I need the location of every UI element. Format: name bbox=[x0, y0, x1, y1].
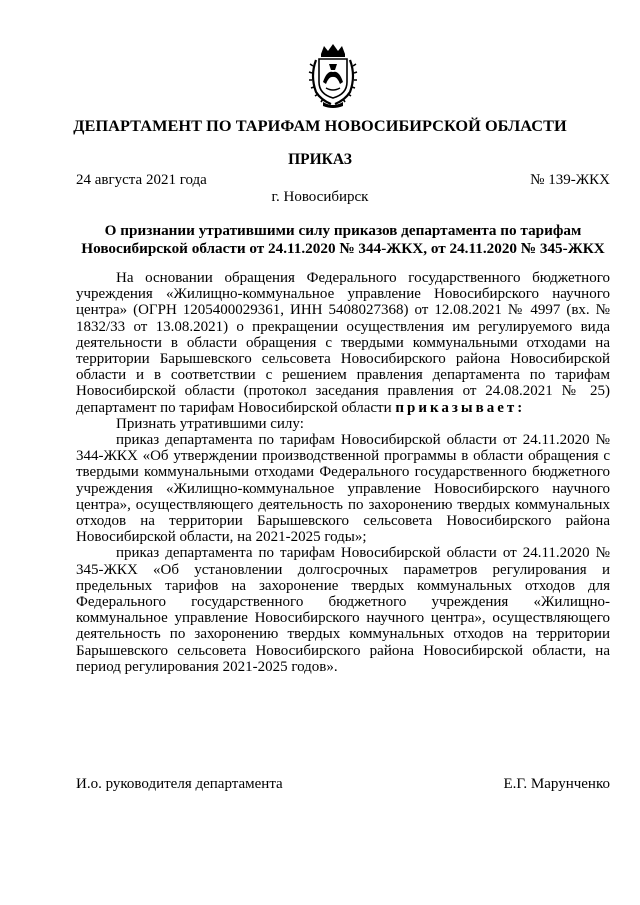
department-name: ДЕПАРТАМЕНТ ПО ТАРИФАМ НОВОСИБИРСКОЙ ОБЛАСТИ bbox=[73, 116, 567, 135]
coat-of-arms-icon bbox=[307, 42, 359, 110]
document-body bbox=[76, 270, 610, 675]
paragraph-order-344: приказ департамента по тарифам Новосибирской области от 24.11.2020 № 344-ЖКХ «Об утверждении производственной программы в области обращения с твердыми коммунальными отходами Федерального государственного бюджетного учреждения «Жилищно-коммунальное управление Новосибирского научного центра», осуществляющего деятельность по захоронению твердых коммунальных отходов на территории Барышевского сельсовета Новосибирского района Новосибирской области, на 2021-2025 годы»; bbox=[76, 432, 610, 546]
signatory-position: И.о. руководителя департамента bbox=[76, 776, 283, 792]
document-number: № 139-ЖКХ bbox=[530, 172, 610, 188]
title-line-2: Новосибирской области от 24.11.2020 № 344-ЖКХ, от 24.11.2020 № 345-ЖКХ bbox=[81, 239, 605, 257]
document-title bbox=[76, 222, 610, 257]
document-type: ПРИКАЗ bbox=[288, 151, 352, 168]
paragraph-order-345: приказ департамента по тарифам Новосибирской области от 24.11.2020 № 345-ЖКХ «Об установлении долгосрочных параметров регулирования и предельных тарифов на захоронение твердых коммунальных отходов для Федерального государственного бюджетного учреждения «Жилищно-коммунальное управление Новосибирского научного центра», осуществляющего деятельность по захоронению твердых коммунальных отходов на территории Барышевского сельсовета Новосибирского района Новосибирской области, на период регулирования 2021-2025 годов». bbox=[76, 545, 610, 675]
paragraph-basis-text: На основании обращения Федерального государственного бюджетного учреждения «Жилищно-коммунальное управление Новосибирского научного центра» (ОГРН 1205400029361, ИНН 5408027368) от 12.08.2021 № 4997 (вх. № 1832/33 от 13.08.2021) о прекращении осуществления им регулируемого вида деятельности в области обращения с твердыми коммунальными отходами на территории Барышевского сельсовета Новосибирского района Новосибирской области и в соответствии с решением правления департамента по тарифам Новосибирской области (протокол заседания правления от 24.08.2021 № 25) департамент по тарифам Новосибирской области bbox=[76, 270, 610, 416]
title-line-1: О признании утратившими силу приказов департамента по тарифам bbox=[104, 222, 582, 239]
paragraph-revoke-intro: Признать утратившими силу: bbox=[116, 415, 304, 432]
paragraph-basis bbox=[76, 270, 610, 416]
document-city: г. Новосибирск bbox=[271, 189, 369, 205]
document-date: 24 августа 2021 года bbox=[76, 172, 207, 188]
order-verb: приказывает: bbox=[395, 399, 526, 416]
signatory-name: Е.Г. Марунченко bbox=[503, 776, 610, 792]
